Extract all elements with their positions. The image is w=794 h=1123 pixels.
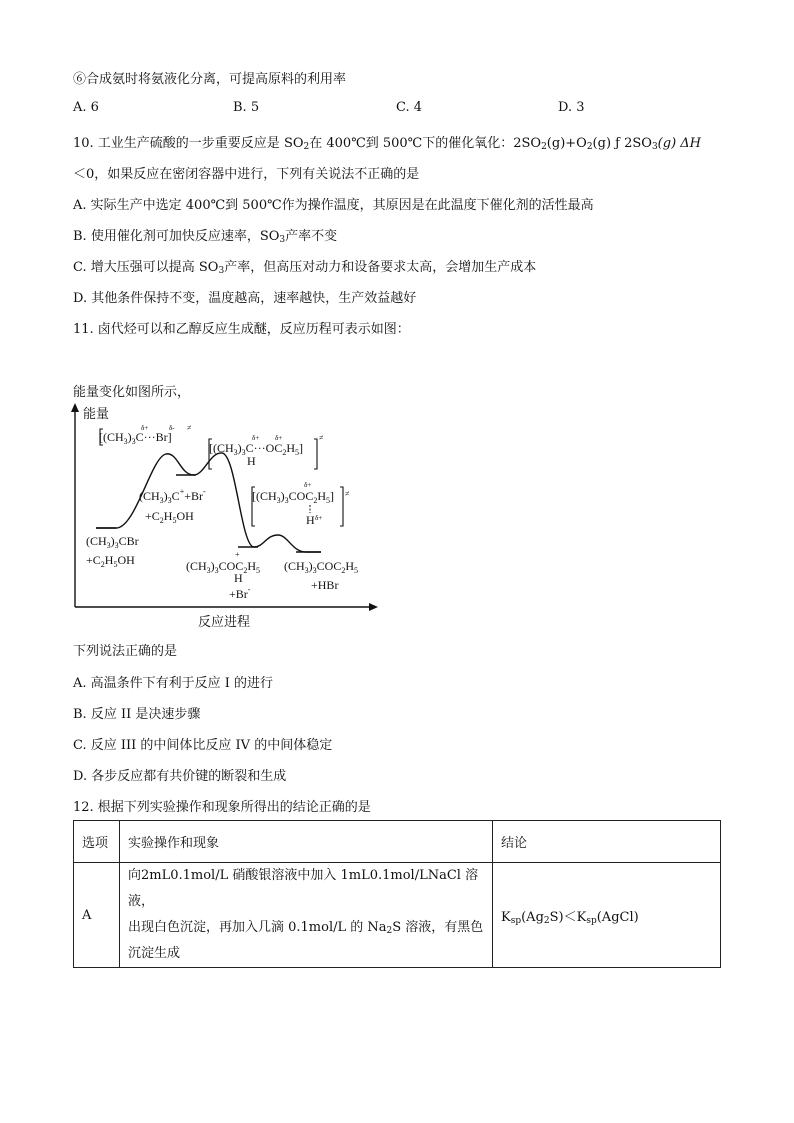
svg-text:≠: ≠ <box>319 433 324 442</box>
transition-state-3 <box>252 481 350 527</box>
header-option: 选项 <box>74 821 120 863</box>
row-procedure <box>120 863 493 968</box>
reactant-label <box>86 534 139 569</box>
svg-text:+C2H5OH: $+C_2H_5OH$ <box>145 509 194 525</box>
y-axis-label: 能量 <box>83 406 110 421</box>
q9-option-b: B. 5 <box>233 100 260 115</box>
svg-text:≠: ≠ <box>345 489 350 498</box>
q10-option-c: C. 增大压强可以提高 $SO_3$产率，但高压对动力和设备要求太高，会增加生产成本 <box>73 260 537 276</box>
q12-table <box>73 820 721 968</box>
svg-text:[(CH3)3C···Br]: $[(CH_3)_3C\cdot\cdot\cdot Br]$ <box>99 430 172 446</box>
header-procedure: 实验操作和现象 <box>120 821 493 863</box>
svg-text:H: H <box>306 513 315 527</box>
table-header-row <box>74 821 721 863</box>
intermediate-2-label <box>186 550 260 601</box>
transition-state-1 <box>99 423 192 446</box>
q9-option-a: A. 6 <box>73 100 99 115</box>
transition-state-2 <box>209 433 324 468</box>
svg-text:(CH3)3COC2H5: $(CH_3)_3COC_2H_5$ <box>284 559 359 575</box>
svg-text:≠: ≠ <box>187 423 192 432</box>
row-conclusion: $K_{sp}(Ag_2S)<K_{sp}(AgCl)$ <box>493 863 721 968</box>
q11-energy-intro: 能量变化如图所示， <box>73 385 191 400</box>
svg-text:+HBr: +HBr <box>311 578 339 592</box>
q10-stem-line1: 10. 工业生产硫酸的一步重要反应是 $SO_2$在 400℃到 500℃下的催化氧化：$2SO_2(g)+O_2(g)$ ƒ $2SO_3(g)$ ΔH <box>73 136 701 152</box>
svg-text:[(CH3)3C···OC2H5]: $[(CH_3)_3C\cdot\cdot\cdot OC_2H_5]$ <box>209 441 304 457</box>
svg-text:δ+: δ+ <box>141 424 149 432</box>
product-label <box>284 559 358 592</box>
procedure-line-3: 沉淀生成 <box>128 946 181 961</box>
table-row <box>74 863 721 968</box>
svg-text:(CH3)3C++Br-: $(CH_3)_3C^++Br^-$ <box>139 487 206 505</box>
svg-text:[(CH3)3COC2H5]: $[(CH_3)_3COC_2H_5]$ <box>252 489 335 505</box>
q12-stem: 12. 根据下列实验操作和现象所得出的结论正确的是 <box>73 800 371 815</box>
procedure-line-1: 向2mL0.1mol/L 硝酸银溶液中加入 1mL0.1mol/LNaCl 溶液， <box>128 868 479 909</box>
svg-text:+C2H5OH: $+C_2H_5OH$ <box>86 553 135 569</box>
svg-text:+: + <box>235 550 240 559</box>
q11-option-d: D. 各步反应都有共价键的断裂和生成 <box>73 769 287 784</box>
x-axis-arrow <box>369 603 378 611</box>
q11-option-a: A. 高温条件下有利于反应 I 的进行 <box>73 676 274 691</box>
q9-option-c: C. 4 <box>396 100 423 115</box>
q10-stem-line2: ＜0，如果反应在密闭容器中进行，下列有关说法不正确的是 <box>73 167 420 182</box>
svg-text:+Br-: +Br- <box>229 585 251 601</box>
procedure-line-2: 出现白色沉淀，再加入几滴 0.1mol/L 的 $Na_2S$ 溶液，有黑色 <box>128 920 484 936</box>
q10-option-a: A. 实际生产中选定 400℃到 500℃作为操作温度，其原因是在此温度下催化剂的活性最高 <box>73 198 594 213</box>
q11-stem: 11. 卤代烃可以和乙醇反应生成醚，反应历程可表示如图： <box>73 322 410 337</box>
svg-text:δ+: δ+ <box>315 514 323 522</box>
header-conclusion: 结论 <box>493 821 721 863</box>
svg-text:H: H <box>234 571 243 585</box>
svg-text:(CH3)3CBr: $(CH_3)_3CBr$ <box>86 534 139 550</box>
svg-text:H: H <box>247 454 256 468</box>
svg-text:δ+: δ+ <box>275 434 283 442</box>
q9-option-d: D. 3 <box>558 100 585 115</box>
x-axis-label: 反应进程 <box>198 614 251 629</box>
svg-text:δ-: δ- <box>169 424 175 432</box>
q9-statement-6: ⑥合成氨时将氨液化分离，可提高原料的利用率 <box>73 72 347 87</box>
q11-question: 下列说法正确的是 <box>73 644 178 659</box>
q10-option-b: B. 使用催化剂可加快反应速率，$SO_3$产率不变 <box>73 229 338 245</box>
q11-option-c: C. 反应 III 的中间体比反应 IV 的中间体稳定 <box>73 738 333 753</box>
svg-text:δ+: δ+ <box>252 434 260 442</box>
q11-option-b: B. 反应 II 是决速步骤 <box>73 707 201 722</box>
svg-text:(CH3)3COC2H5: $(CH_3)_3COC_2H_5$ <box>186 559 261 575</box>
intermediate-1-label <box>139 487 206 525</box>
energy-profile-diagram <box>66 402 386 632</box>
svg-text:δ+: δ+ <box>304 481 312 489</box>
row-option: A <box>74 863 120 968</box>
y-axis-arrow <box>71 403 79 412</box>
q10-option-d: D. 其他条件保持不变，温度越高，速率越快，生产效益越好 <box>73 291 417 306</box>
